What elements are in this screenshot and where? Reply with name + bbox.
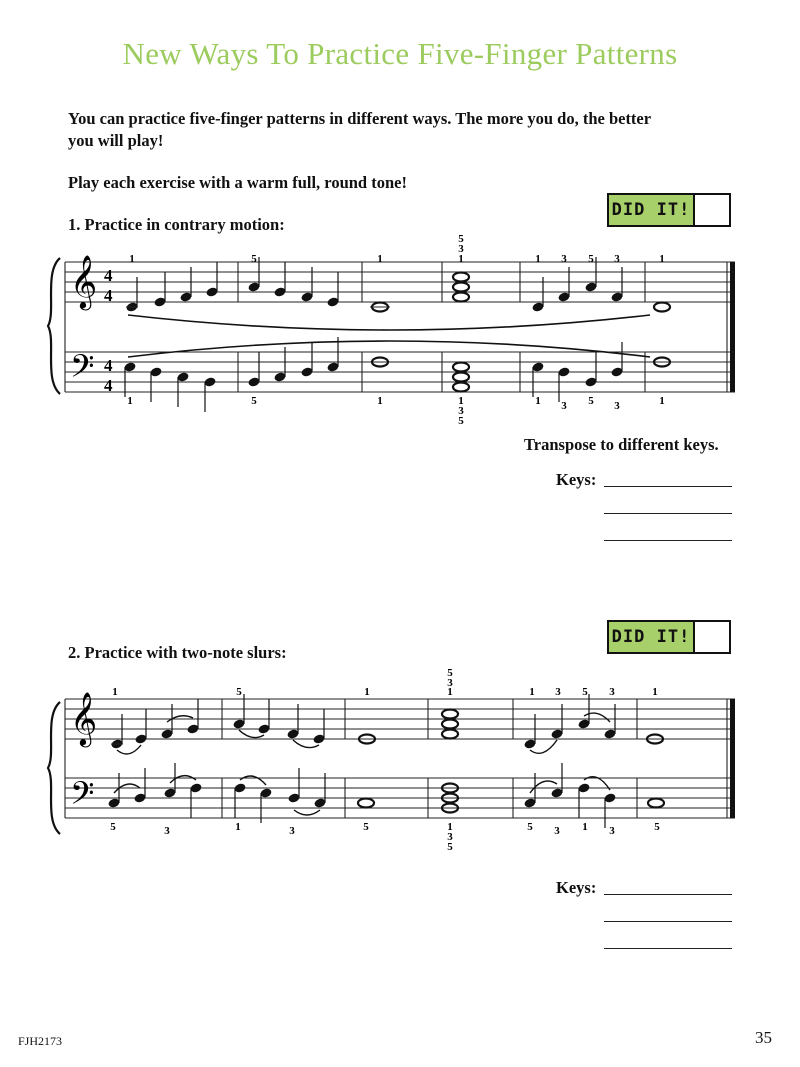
svg-text:3: 3 [458,405,464,417]
intro-text: You can practice five-finger patterns in different ways. The more you do, the better you will play! [68,109,651,150]
svg-text:1: 1 [447,686,453,698]
svg-text:5: 5 [447,841,453,853]
svg-text:5: 5 [588,253,594,265]
treble-clef-icon: 𝄞 [70,693,98,744]
svg-text:5: 5 [527,821,533,833]
key-line[interactable] [604,894,732,895]
exercise-1-heading: 1. Practice in contrary motion: [68,215,285,234]
svg-text:1: 1 [364,686,370,698]
svg-text:3: 3 [609,825,615,837]
did-it-label: DID IT! [609,195,695,225]
svg-text:1: 1 [652,686,658,698]
svg-text:1: 1 [458,395,464,407]
catalog-code: FJH2173 [18,1034,63,1048]
svg-text:3: 3 [561,400,567,412]
instruction-text: Play each exercise with a warm full, round tone! [68,173,407,192]
svg-text:1: 1 [535,253,541,265]
svg-text:5: 5 [251,395,257,407]
svg-text:3: 3 [609,686,615,698]
svg-text:3: 3 [614,400,620,412]
treble-clef-icon: 𝄞 [70,256,98,307]
svg-text:5: 5 [654,821,660,833]
svg-text:1: 1 [529,686,535,698]
svg-text:1: 1 [377,395,383,407]
bass-clef-icon: 𝄢 [70,350,95,392]
svg-text:3: 3 [289,825,295,837]
keys-label-2: Keys: [556,878,597,897]
svg-text:4: 4 [104,376,113,395]
svg-text:5: 5 [458,233,464,245]
svg-text:5: 5 [582,686,588,698]
svg-text:1: 1 [535,395,541,407]
svg-text:4: 4 [104,266,113,285]
svg-text:1: 1 [458,253,464,265]
page-title: New Ways To Practice Five-Finger Patterns [122,36,678,71]
treble-fingering [112,667,658,698]
key-line[interactable] [604,948,732,949]
svg-text:5: 5 [588,395,594,407]
svg-text:3: 3 [555,686,561,698]
svg-text:3: 3 [164,825,170,837]
svg-text:1: 1 [447,821,453,833]
transpose-text: Transpose to different keys. [524,435,719,454]
svg-text:1: 1 [127,395,133,407]
svg-text:4: 4 [104,356,113,375]
svg-text:1: 1 [235,821,241,833]
bass-clef-icon: 𝄢 [70,777,95,819]
svg-text:5: 5 [447,667,453,679]
did-it-label: DID IT! [609,622,695,652]
keys-label-1: Keys: [556,470,597,489]
svg-text:5: 5 [110,821,116,833]
bass-fingering [110,821,660,853]
svg-text:5: 5 [363,821,369,833]
svg-text:1: 1 [377,253,383,265]
svg-text:3: 3 [614,253,620,265]
svg-text:3: 3 [554,825,560,837]
svg-text:1: 1 [659,395,665,407]
svg-text:5: 5 [251,253,257,265]
svg-text:3: 3 [561,253,567,265]
svg-text:4: 4 [104,286,113,305]
svg-text:3: 3 [447,831,453,843]
svg-text:1: 1 [112,686,118,698]
svg-text:1: 1 [659,253,665,265]
svg-text:3: 3 [458,243,464,255]
svg-text:3: 3 [447,677,453,689]
treble-notes [110,694,663,750]
svg-text:5: 5 [236,686,242,698]
key-line[interactable] [604,921,732,922]
svg-text:5: 5 [458,415,464,427]
svg-text:1: 1 [129,253,135,265]
svg-text:1: 1 [582,821,588,833]
page-number: 35 [755,1028,772,1047]
exercise-2-heading: 2. Practice with two-note slurs: [68,643,287,662]
